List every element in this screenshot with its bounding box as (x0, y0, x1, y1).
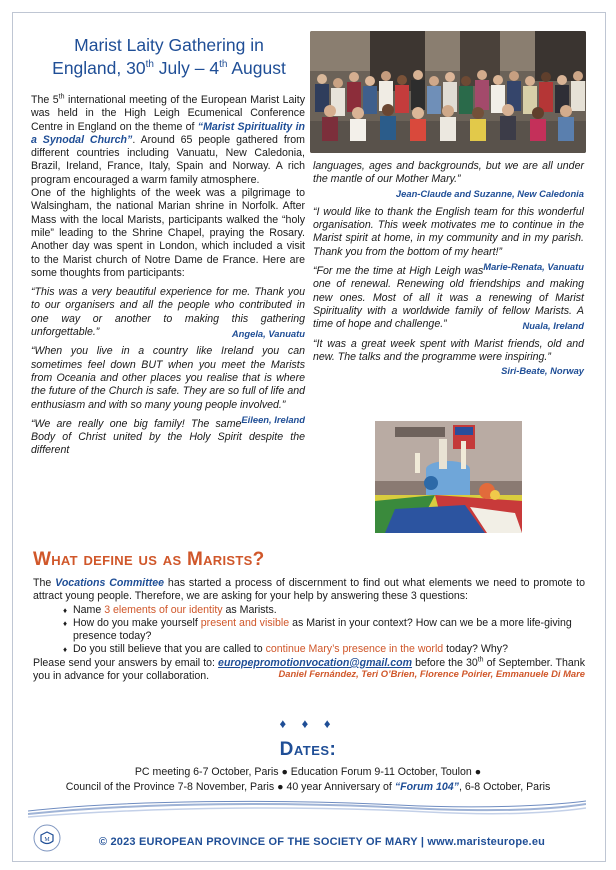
questions-list (63, 604, 585, 657)
quote-nuala-text: “For me the time at High Leigh was one of renewal. Renewing old friendships and making new ones. Most of all it was a renewing of Marist Spirituality with a worldwide family of fellow Marists. A time of hope and challenge.” (313, 265, 584, 331)
group-photo (310, 31, 586, 153)
pilgrimage-paragraph: One of the highlights of the week was a pilgrimage to Walsingham, the national Marian shrine in Norfolk. After Mass with the local Marists, participants walked the “holy mile” leading to the Shrine Chapel, praying the Rosary. Another day was spent in London, which included a visit to the Marist church of Notre Dame de France. Here are some thoughts from participants: (31, 187, 305, 279)
dates-line-2b: , 6-8 October, Paris (458, 781, 551, 793)
left-column (31, 94, 305, 458)
diamond-bullet-icon: ♦ (63, 605, 68, 615)
diamond-bullet-icon: ♦ (63, 645, 68, 655)
quote-eileen (31, 345, 305, 425)
quote-family-part2: languages, ages and backgrounds, but we are all under the mantle of our Mother Mary.” (313, 160, 584, 186)
question-1 (63, 604, 585, 617)
quote-eileen-text: “When you live in a country like Ireland you can sometimes feel down BUT when you meet the Marists from Oceania and other places you realise that is where the future of the Church is safe. They are so full of life and enthusiasm and with so many young people involved.” (31, 345, 305, 411)
vocations-committee: Vocations Committee (55, 577, 165, 589)
intro-sup: th (58, 93, 65, 101)
quote-marie-renata (313, 205, 584, 273)
send-answers-c: of September. Thank you in advance for your collaboration. (33, 656, 585, 683)
right-column (313, 160, 584, 377)
quote-eileen-author: Eileen, Ireland (241, 413, 305, 425)
question-1-a: Name (73, 603, 105, 616)
title-line-2a: England, 30 (52, 58, 146, 78)
quote-marie-renata-author: Marie-Renata, Vanuatu (483, 261, 584, 273)
title-line-2c: August (227, 58, 286, 78)
svg-text:M: M (44, 837, 50, 843)
intro-text-b: international meeting of the European Marist Laity was held in the High Leigh Ecumenical Conference Centre in England on the theme of (31, 94, 306, 133)
marists-intro (33, 577, 585, 604)
article-title (24, 34, 314, 80)
marists-intro-b: has started a process of discernment to find out what elements we need to promote to attract young people. Therefore, we are asking for your help by answering these 3 questions: (33, 577, 585, 603)
signers: Daniel Fernández, Teri O’Brien, Florence Poirier, Emmanuele Di Mare (278, 668, 585, 679)
title-line-2b: July – 4 (153, 58, 220, 78)
question-2 (63, 617, 585, 644)
question-2-a: How do you make yourself (73, 616, 201, 629)
footer-copyright: © 2023 EUROPEAN PROVINCE OF THE SOCIETY OF MARY | www.maristeurope.eu (98, 836, 546, 848)
question-3 (63, 643, 585, 656)
society-of-mary-logo-icon (32, 823, 62, 853)
quote-angela-author: Angela, Vanuatu (231, 328, 305, 340)
question-2-b: as Marist in your context? How can we be a more life-giving presence today? (73, 616, 572, 643)
quote-family-part1: “We are really one big family! The same Body of Christ united by the Holy Spirit despite the different (31, 417, 305, 457)
quote-angela (31, 286, 305, 339)
dates-heading: Dates: (279, 739, 337, 760)
quote-angela-text: “This was a very beautiful experience for me. Thank you to our organisers and all the people who contributed in one way or another to making this gathering unforgettable.” (31, 286, 305, 339)
dates-line-2 (0, 780, 616, 794)
dates-line-1: PC meeting 6-7 October, Paris ● Education Forum 9-11 October, Toulon ● (134, 766, 482, 778)
quote-nuala (313, 265, 584, 331)
intro-text-a: The 5 (31, 94, 59, 106)
send-answers-b: before the 30 (412, 656, 478, 669)
diamond-bullet-icon: ♦ (63, 618, 68, 628)
send-answers-sup: th (477, 656, 484, 664)
forum-104: “Forum 104” (394, 781, 459, 793)
title-sup-1: th (145, 59, 154, 71)
title-line-1: Marist Laity Gathering in (74, 35, 264, 55)
email-link[interactable]: europepromotionvocation@gmail.com (218, 656, 413, 669)
altar-photo (375, 421, 522, 533)
intro-paragraph (31, 94, 305, 187)
quote-marie-renata-text: “I would like to thank the English team for this wonderful organisation. This week motivates me to continue in the Marist spirit at home, in my community and in my parish. Thank you from the bottom of my heart!” (313, 205, 584, 258)
question-3-b: today? Why? (443, 643, 508, 656)
title-sup-2: th (219, 59, 228, 71)
quote-family-author: Jean-Claude and Suzanne, New Caledonia (395, 187, 584, 199)
quote-siri-beate: “It was a great week spent with Marist friends, old and new. The talks and the programme were inspiring.” (313, 337, 584, 363)
dates-line-2a: Council of the Province 7-8 November, Paris ● 40 year Anniversary of (65, 781, 395, 793)
question-2-highlight: present and visible (200, 616, 290, 629)
intro-text-c: . Around 65 people gathered from different countries including Vanuatu, New Caledonia, Brazil, Ireland, France, Italy, Spain and Norway. A rich program encouraged a warm family atmosphere. (31, 133, 306, 186)
marists-heading: What define us as Marists? (33, 549, 265, 570)
intro-theme: “Marist Spirituality in a Synodal Church” (31, 120, 306, 146)
send-answers-a: Please send your answers by email to: (33, 656, 219, 669)
quote-siri-beate-author: Siri-Beate, Norway (501, 365, 584, 377)
quote-nuala-author: Nuala, Ireland (522, 320, 584, 332)
marists-intro-a: The (33, 577, 56, 589)
question-3-a: Do you still believe that you are called to (73, 643, 266, 656)
question-1-b: as Marists. (222, 603, 277, 616)
diamond-separator-icon: ♦ ♦ ♦ (279, 716, 337, 731)
decorative-waves (28, 800, 586, 820)
question-1-highlight: 3 elements of our identity (104, 603, 223, 616)
question-3-highlight: continue Mary’s presence in the world (265, 643, 444, 656)
